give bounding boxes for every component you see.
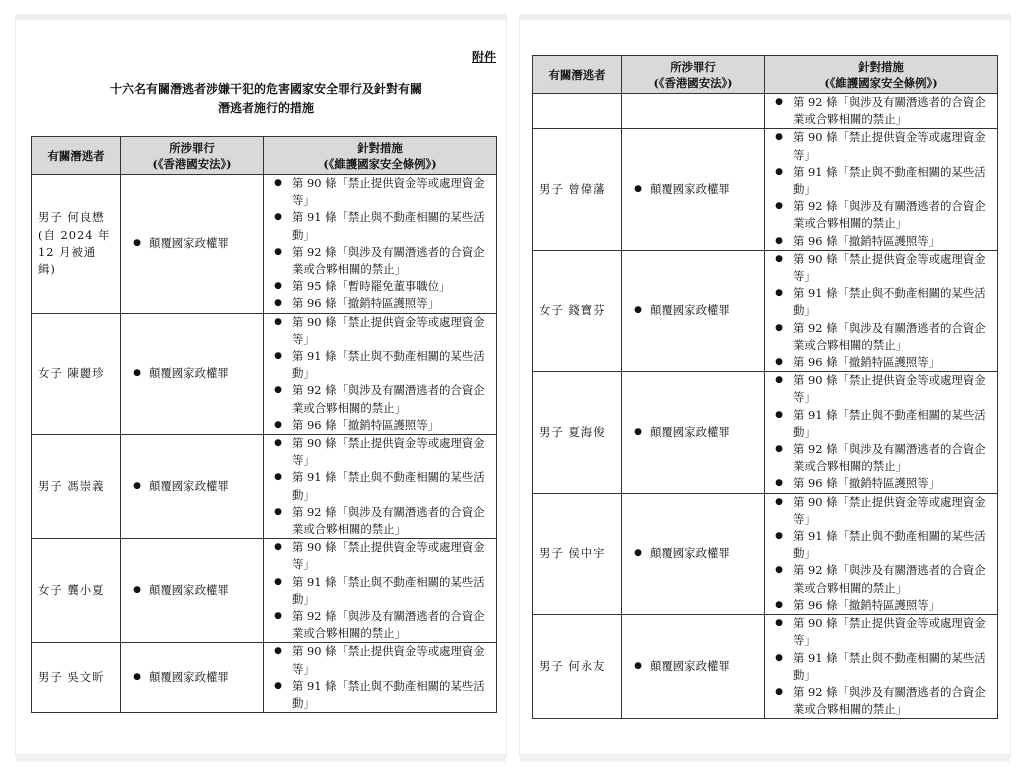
measure-item <box>765 597 993 614</box>
offence-cell <box>622 250 765 371</box>
bullet-icon: ● <box>634 661 642 672</box>
bullet-icon: ● <box>274 506 282 517</box>
measure-text: 第 96 條「撤銷特區護照等」 <box>793 476 941 491</box>
measure-item <box>765 285 993 319</box>
measure-text: 第 90 條「禁止提供資金等或處理資金等」 <box>292 644 485 676</box>
header-offence-line-2: (《香港國安法》) <box>152 156 232 171</box>
measure-text: 第 92 條「與涉及有關潛逃者的合資企業或合夥相關的禁止」 <box>793 563 986 595</box>
bullet-icon: ● <box>775 357 783 368</box>
bullet-icon: ● <box>775 686 783 697</box>
offence-text: 顛覆國家政權罪 <box>650 546 730 561</box>
measure-text: 第 96 條「撤銷特區護照等」 <box>793 597 941 612</box>
measures-cell <box>765 615 998 719</box>
bullet-icon: ● <box>133 672 141 683</box>
measure-text: 第 95 條「暫時罷免董事職位」 <box>292 279 451 294</box>
offence-cell <box>622 94 765 129</box>
measure-item <box>264 314 492 348</box>
measures-list <box>765 129 993 249</box>
measure-item <box>765 320 993 354</box>
measure-item <box>765 494 993 528</box>
table-row <box>533 250 998 371</box>
offence-text: 顛覆國家政權罪 <box>149 236 229 251</box>
bullet-icon: ● <box>274 611 282 622</box>
bullet-icon: ● <box>274 646 282 657</box>
absconder-name: 男子 夏海俊 <box>539 424 606 439</box>
absconder-name: 男子 何良懋 (自 2024 年 12 月被通 緝) <box>38 210 111 277</box>
measure-item <box>765 94 993 128</box>
bullet-icon: ● <box>274 212 282 223</box>
absconders-table-left <box>31 136 497 713</box>
measure-text: 第 90 條「禁止提供資金等或處理資金等」 <box>793 494 986 526</box>
measure-text: 第 91 條「禁止與不動產相關的某些活動」 <box>292 574 485 606</box>
absconder-name-cell <box>533 129 622 250</box>
offence-cell <box>121 539 264 643</box>
offence-item <box>125 365 259 382</box>
measure-item <box>264 504 492 538</box>
measure-item <box>765 441 993 475</box>
measure-item <box>264 348 492 382</box>
header-measures-line-2: (《維護國家安全條例》) <box>824 75 938 90</box>
measure-text: 第 91 條「禁止與不動產相關的某些活動」 <box>292 210 485 242</box>
absconder-name-cell <box>32 539 121 643</box>
measures-list <box>765 94 993 128</box>
bullet-icon: ● <box>775 652 783 663</box>
offence-cell <box>121 313 264 434</box>
measure-item <box>264 435 492 469</box>
bullet-icon: ● <box>775 166 783 177</box>
offence-item <box>626 545 760 562</box>
bullet-icon: ● <box>274 680 282 691</box>
measures-cell <box>264 175 497 314</box>
measures-cell <box>765 372 998 493</box>
offence-item <box>626 181 760 198</box>
measure-text: 第 90 條「禁止提供資金等或處理資金等」 <box>793 616 986 648</box>
bullet-icon: ● <box>775 444 783 455</box>
measure-text: 第 91 條「禁止與不動產相關的某些活動」 <box>292 678 485 711</box>
table-row <box>32 313 497 434</box>
measure-text: 第 91 條「禁止與不動產相關的某些活動」 <box>793 286 986 318</box>
offence-cell <box>121 435 264 539</box>
header-absconder: 有關潛逃者 <box>32 137 121 175</box>
measures-list <box>264 175 492 313</box>
measures-list <box>765 372 993 492</box>
bullet-icon: ● <box>133 238 141 249</box>
absconder-name: 女子 錢寶芬 <box>539 303 606 318</box>
measure-text: 第 90 條「禁止提供資金等或處理資金等」 <box>292 176 485 208</box>
offence-item <box>125 478 259 495</box>
document-page-right <box>520 18 1010 756</box>
absconder-name: 男子 馮崇義 <box>38 479 105 494</box>
measure-item <box>765 684 993 718</box>
document-title-line-2: 潛逃者施行的措施 <box>217 101 314 115</box>
measure-item <box>264 643 492 677</box>
offence-text: 顛覆國家政權罪 <box>149 670 229 685</box>
measure-text: 第 90 條「禁止提供資金等或處理資金等」 <box>793 130 986 162</box>
measures-cell <box>765 250 998 371</box>
measure-text: 第 91 條「禁止與不動產相關的某些活動」 <box>292 470 485 502</box>
absconder-name: 女子 陳麗珍 <box>38 366 105 381</box>
measure-item <box>264 417 492 434</box>
offence-item <box>626 658 760 675</box>
bullet-icon: ● <box>775 478 783 489</box>
measure-text: 第 92 條「與涉及有關潛逃者的合資企業或合夥相關的禁止」 <box>793 442 986 474</box>
bullet-icon: ● <box>133 585 141 596</box>
header-measures-line-2: (《維護國家安全條例》) <box>323 156 437 171</box>
measure-text: 第 91 條「禁止與不動產相關的某些活動」 <box>793 407 986 439</box>
measures-cell <box>765 129 998 250</box>
absconders-table-right <box>532 55 998 719</box>
measure-item <box>765 251 993 285</box>
bullet-icon: ● <box>775 409 783 420</box>
offence-text: 顛覆國家政權罪 <box>650 303 730 318</box>
absconder-name-cell <box>533 372 622 493</box>
offence-item <box>626 302 760 319</box>
header-absconder: 有關潛逃者 <box>533 56 622 94</box>
table-row <box>32 175 497 314</box>
bullet-icon: ● <box>274 246 282 257</box>
measure-text: 第 92 條「與涉及有關潛逃者的合資企業或合夥相關的禁止」 <box>793 199 986 231</box>
table-row <box>533 94 998 129</box>
bullet-icon: ● <box>775 618 783 629</box>
bullet-icon: ● <box>274 298 282 309</box>
bullet-icon: ● <box>634 426 642 437</box>
measure-item <box>765 407 993 441</box>
measure-text: 第 92 條「與涉及有關潛逃者的合資企業或合夥相關的禁止」 <box>793 684 986 717</box>
measure-text: 第 92 條「與涉及有關潛逃者的合資企業或合夥相關的禁止」 <box>793 320 986 352</box>
offence-cell <box>121 175 264 314</box>
measure-text: 第 92 條「與涉及有關潛逃者的合資企業或合夥相關的禁止」 <box>793 95 986 127</box>
absconder-name: 男子 吳文昕 <box>38 670 105 685</box>
measure-item <box>264 295 492 312</box>
bullet-icon: ● <box>274 419 282 430</box>
offence-item <box>125 669 259 686</box>
measure-text: 第 90 條「禁止提供資金等或處理資金等」 <box>793 251 986 284</box>
measures-list <box>765 251 993 371</box>
absconder-name-cell <box>32 175 121 314</box>
absconder-name-cell <box>533 250 622 371</box>
absconder-name: 男子 曾偉藩 <box>539 182 606 197</box>
page-edge-shadow <box>520 14 1010 20</box>
header-offence <box>121 137 264 175</box>
measure-text: 第 91 條「禁止與不動產相關的某些活動」 <box>793 164 986 197</box>
offence-item <box>626 424 760 441</box>
table-header-row <box>32 137 497 175</box>
bullet-icon: ● <box>274 438 282 449</box>
table-row <box>533 615 998 719</box>
header-offence-line-1: 所涉罪行 <box>169 140 215 155</box>
table-row <box>32 539 497 643</box>
bullet-icon: ● <box>775 322 783 333</box>
header-offence-line-1: 所涉罪行 <box>670 59 716 74</box>
offence-item <box>125 582 259 599</box>
bullet-icon: ● <box>274 576 282 587</box>
absconder-name: 女子 龔小夏 <box>38 583 105 598</box>
offence-text: 顛覆國家政權罪 <box>149 366 229 381</box>
page-edge-shadow <box>16 754 506 762</box>
offence-text: 顛覆國家政權罪 <box>149 479 229 494</box>
bullet-icon: ● <box>133 481 141 492</box>
bullet-icon: ● <box>775 599 783 610</box>
measures-cell <box>264 643 497 713</box>
table-row <box>32 643 497 713</box>
measures-cell <box>765 94 998 129</box>
measure-item <box>264 574 492 608</box>
header-measures <box>264 137 497 175</box>
document-title-line-1: 十六名有關潛逃者涉嫌干犯的危害國家安全罪行及針對有關 <box>109 82 422 96</box>
document-title <box>56 80 476 118</box>
bullet-icon: ● <box>274 281 282 292</box>
measure-text: 第 91 條「禁止與不動產相關的某些活動」 <box>793 529 986 561</box>
absconder-name-cell <box>533 94 622 129</box>
table-row <box>533 493 998 614</box>
measure-text: 第 92 條「與涉及有關潛逃者的合資企業或合夥相關的禁止」 <box>292 504 485 537</box>
measure-text: 第 96 條「撤銷特區護照等」 <box>292 296 440 311</box>
measure-text: 第 90 條「禁止提供資金等或處理資金等」 <box>793 373 986 405</box>
table-body-right <box>533 94 998 719</box>
page-edge-shadow <box>16 14 506 20</box>
measures-list <box>765 494 993 614</box>
bullet-icon: ● <box>133 368 141 379</box>
offence-text: 顛覆國家政權罪 <box>650 659 730 674</box>
measure-item <box>765 372 993 406</box>
table-row <box>32 435 497 539</box>
absconder-name-cell <box>32 643 121 713</box>
measures-list <box>765 615 993 718</box>
table-body-left <box>32 175 497 713</box>
bullet-icon: ● <box>775 235 783 246</box>
bullet-icon: ● <box>775 253 783 264</box>
measure-text: 第 92 條「與涉及有關潛逃者的合資企業或合夥相關的禁止」 <box>292 383 485 415</box>
offence-cell <box>622 372 765 493</box>
offence-text: 顛覆國家政權罪 <box>650 424 730 439</box>
table-row <box>533 129 998 250</box>
header-offence-line-2: (《香港國安法》) <box>653 75 733 90</box>
bullet-icon: ● <box>274 351 282 362</box>
bullet-icon: ● <box>274 542 282 553</box>
bullet-icon: ● <box>775 565 783 576</box>
measure-item <box>264 175 492 209</box>
measure-text: 第 96 條「撤銷特區護照等」 <box>292 417 440 432</box>
measure-text: 第 91 條「禁止與不動產相關的某些活動」 <box>793 650 986 682</box>
measure-text: 第 96 條「撤銷特區護照等」 <box>793 233 941 248</box>
bullet-icon: ● <box>775 531 783 542</box>
measure-item <box>765 562 993 596</box>
measure-item <box>765 615 993 649</box>
bullet-icon: ● <box>274 385 282 396</box>
measure-item <box>765 164 993 198</box>
offence-cell <box>622 493 765 614</box>
offence-text: 顛覆國家政權罪 <box>149 583 229 598</box>
bullet-icon: ● <box>775 97 783 107</box>
offence-cell <box>622 615 765 719</box>
measure-item <box>765 233 993 250</box>
bullet-icon: ● <box>634 184 642 195</box>
measures-cell <box>264 313 497 434</box>
offence-cell <box>622 129 765 250</box>
document-page-left <box>16 18 506 756</box>
table-header-row <box>533 56 998 94</box>
measure-text: 第 96 條「撤銷特區護照等」 <box>793 355 941 370</box>
header-offence <box>622 56 765 94</box>
header-measures-line-1: 針對措施 <box>858 59 904 74</box>
measure-item <box>264 539 492 573</box>
measure-item <box>264 678 492 712</box>
header-measures-line-1: 針對措施 <box>357 140 403 155</box>
measure-item <box>765 354 993 371</box>
bullet-icon: ● <box>775 288 783 299</box>
offence-item <box>125 235 259 252</box>
absconder-name-cell <box>32 435 121 539</box>
measure-text: 第 91 條「禁止與不動產相關的某些活動」 <box>292 349 485 381</box>
measure-item <box>765 528 993 562</box>
bullet-icon: ● <box>274 178 282 188</box>
measures-list <box>264 643 492 712</box>
annex-label: 附件 <box>471 50 496 64</box>
measures-list <box>264 314 492 434</box>
measure-item <box>264 608 492 642</box>
absconder-name-cell <box>533 615 622 719</box>
measure-item <box>765 475 993 492</box>
measure-item <box>765 650 993 684</box>
measures-list <box>264 435 492 538</box>
measures-list <box>264 539 492 642</box>
bullet-icon: ● <box>775 375 783 386</box>
measure-item <box>765 198 993 232</box>
offence-text: 顛覆國家政權罪 <box>650 182 730 197</box>
bullet-icon: ● <box>274 316 282 327</box>
bullet-icon: ● <box>775 132 783 143</box>
measure-text: 第 92 條「與涉及有關潛逃者的合資企業或合夥相關的禁止」 <box>292 244 485 277</box>
absconder-name: 男子 侯中宇 <box>539 546 606 561</box>
absconder-name-cell <box>533 493 622 614</box>
measure-item <box>264 244 492 278</box>
measure-text: 第 90 條「禁止提供資金等或處理資金等」 <box>292 540 485 572</box>
page-edge-shadow <box>520 754 1010 762</box>
measure-item <box>264 382 492 416</box>
table-row <box>533 372 998 493</box>
bullet-icon: ● <box>775 201 783 212</box>
measure-item <box>765 129 993 163</box>
absconder-name-cell <box>32 313 121 434</box>
header-measures <box>765 56 998 94</box>
measures-cell <box>765 493 998 614</box>
measures-cell <box>264 435 497 539</box>
measure-text: 第 90 條「禁止提供資金等或處理資金等」 <box>292 436 485 468</box>
measure-item <box>264 278 492 295</box>
offence-cell <box>121 643 264 713</box>
measures-cell <box>264 539 497 643</box>
bullet-icon: ● <box>634 548 642 559</box>
measure-text: 第 90 條「禁止提供資金等或處理資金等」 <box>292 314 485 346</box>
measure-item <box>264 469 492 503</box>
absconder-name: 男子 何永友 <box>539 659 606 674</box>
measure-item <box>264 209 492 243</box>
bullet-icon: ● <box>274 472 282 483</box>
bullet-icon: ● <box>775 496 783 507</box>
measure-text: 第 92 條「與涉及有關潛逃者的合資企業或合夥相關的禁止」 <box>292 609 485 641</box>
bullet-icon: ● <box>634 305 642 316</box>
